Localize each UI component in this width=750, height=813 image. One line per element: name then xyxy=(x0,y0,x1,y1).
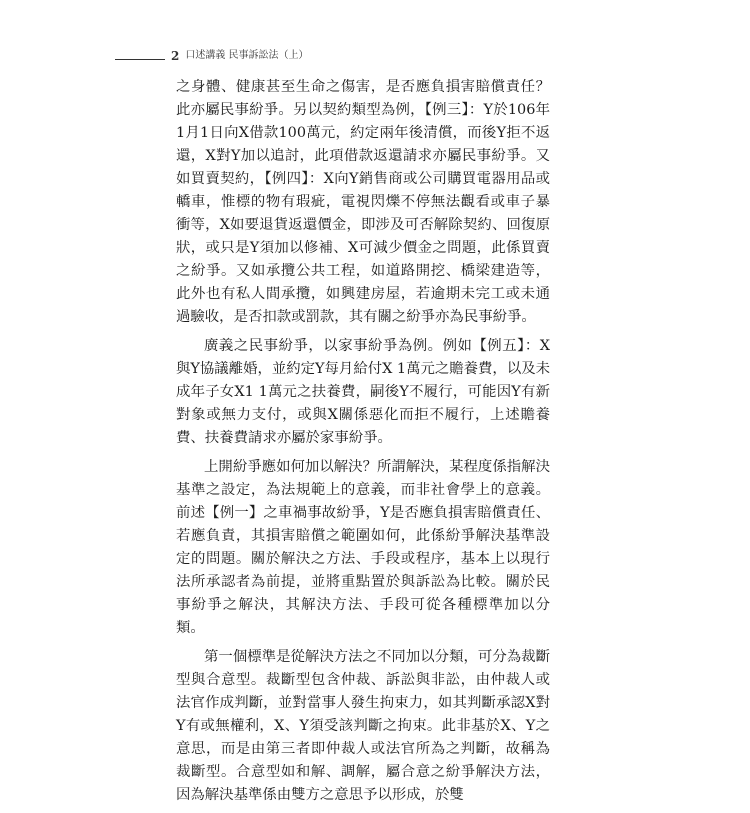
header-rule xyxy=(115,59,165,60)
page-number: 2 xyxy=(171,49,180,63)
paragraph-2: 廣義之民事紛爭，以家事紛爭為例。例如【例五】：X與Y協議離婚，並約定Y每月給付X 1萬元之贍養費，以及未成年子女X1 1萬元之扶養費，嗣後Y不履行，可能因Y有新對象或無力支付，或與X關係惡化而拒不履行，上述贍養費、扶養費請求亦屬於家事紛爭。 xyxy=(176,338,550,446)
paragraph-1: 之身體、健康甚至生命之傷害，是否應負損害賠償責任？此亦屬民事紛爭。另以契約類型為例，【例三】：Y於106年1月1日向X借款100萬元，約定兩年後清償，而後Y拒不返還，X對Y加以追討，此項借款返還請求亦屬民事紛爭。又如買賣契約，【例四】：X向Y銷售商或公司購買電器用品或轎車，惟標的物有瑕疵，電視閃爍不停無法觀看或車子暴衝等，X如要退貨返還價金，即涉及可否解除契約、回復原狀，或只是Y須加以修補、X可減少價金之問題，此係買賣之紛爭。又如承攬公共工程，如道路開挖、橋梁建造等，此外也有私人間承攬，如興建房屋，若逾期未完工或未通過驗收，是否扣款或罰款，其有關之紛爭亦為民事紛爭。 xyxy=(176,79,550,325)
paragraph-3: 上開紛爭應如何加以解決？所謂解決，某程度係指解決基準之設定，為法規範上的意義，而非社會學上的意義。前述【例一】之車禍事故紛爭，Y是否應負損害賠償責任、若應負責，其損害賠償之範圍如何，此係紛爭解決基準設定的問題。關於解決之方法、手段或程序，基本上以現行法所承認者為前提，並將重點置於與訴訟為比較。關於民事紛爭之解決，其解決方法、手段可從各種標準加以分類。 xyxy=(176,459,550,636)
paragraph-4: 第一個標準是從解決方法之不同加以分類，可分為裁斷型與合意型。裁斷型包含仲裁、訴訟與非訟，由仲裁人或法官作成判斷，並對當事人發生拘束力，如其判斷承認X對Y有或無權利，X、Y須受該判斷之拘束。此非基於X、Y之意思，而是由第三者即仲裁人或法官所為之判斷，故稱為裁斷型。合意型如和解、調解，屬合意之紛爭解決方法，因為解決基準係由雙方之意思予以形成，於雙 xyxy=(176,649,550,803)
running-header xyxy=(115,45,595,63)
running-title: 口述講義 民事訴訟法（上） xyxy=(185,50,309,61)
body-text xyxy=(176,76,550,813)
